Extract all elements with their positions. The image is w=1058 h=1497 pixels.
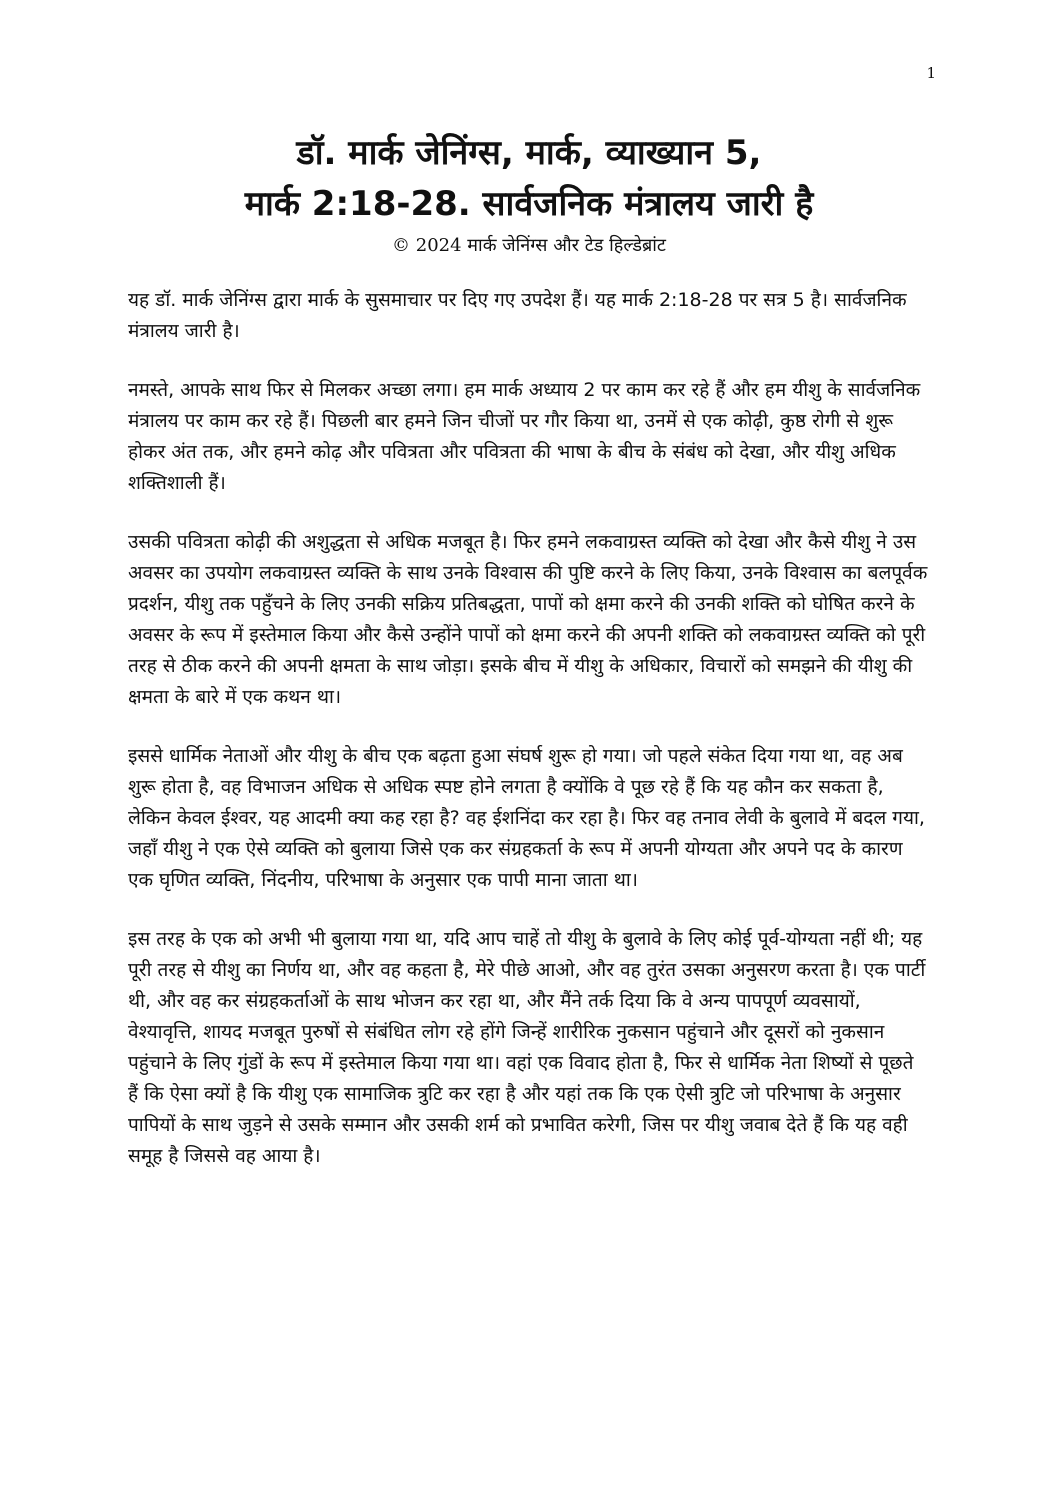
paragraph-5: इस तरह के एक को अभी भी बुलाया गया था, यदि आप चाहें तो यीशु के बुलावे के लिए कोई पूर्व-योग्यता नहीं थी; यह पूरी तरह से यीशु का निर्णय था, और वह कहता है, मेरे पीछे आओ, और वह तुरंत उसका अनुसरण करता है। एक पार्टी थी, और वह कर संग्रहकर्ताओं के साथ भोजन कर रहा था, और मैंने तर्क दिया कि वे अन्य पापपूर्ण व्यवसायों, वेश्यावृत्ति, शायद मजबूत पुरुषों से संबंधित लोग रहे होंगे जिन्हें शारीरिक नुकसान पहुंचाने और दूसरों को नुकसान पहुंचाने के लिए गुंडों के रूप में इस्तेमाल किया गया था। वहां एक विवाद होता है, फिर से धार्मिक नेता शिष्यों से पूछते हैं कि ऐसा क्यों है कि यीशु एक सामाजिक त्रुटि कर रहा है और यहां तक कि एक ऐसी त्रुटि जो परिभाषा के अनुसार पापियों के साथ जुड़ने से उसके सम्मान और उसकी शर्म को प्रभावित करेगी, जिस पर यीशु जवाब देते हैं कि यह वही समूह है जिससे वह आया है। — [128, 928, 926, 1167]
paragraph-2: नमस्ते, आपके साथ फिर से मिलकर अच्छा लगा। हम मार्क अध्याय 2 पर काम कर रहे हैं और हम यीशु के सार्वजनिक मंत्रालय पर काम कर रहे हैं। पिछली बार हमने जिन चीजों पर गौर किया था, उनमें से एक कोढ़ी, कुष्ठ रोगी से शुरू होकर अंत तक, और हमने कोढ़ और पवित्रता और पवित्रता की भाषा के बीच के संबंध को देखा, और यीशु अधिक शक्तिशाली हैं। — [128, 379, 921, 494]
title-line-1: डॉ. मार्क जेनिंग्स, मार्क, व्याख्यान 5, — [296, 133, 762, 173]
page-number: 1 — [926, 64, 936, 82]
document-header — [100, 128, 958, 259]
document-body — [128, 285, 928, 1200]
paragraph-4: इससे धार्मिक नेताओं और यीशु के बीच एक बढ़ता हुआ संघर्ष शुरू हो गया। जो पहले संकेत दिया गया था, वह अब शुरू होता है, वह विभाजन अधिक से अधिक स्पष्ट होने लगता है क्योंकि वे पूछ रहे हैं कि यह कौन कर सकता है, लेकिन केवल ईश्वर, यह आदमी क्या कह रहा है? वह ईशनिंदा कर रहा है। फिर वह तनाव लेवी के बुलावे में बदल गया, जहाँ यीशु ने एक ऐसे व्यक्ति को बुलाया जिसे एक कर संग्रहकर्ता के रूप में अपनी योग्यता और अपने पद के कारण एक घृणित व्यक्ति, निंदनीय, परिभाषा के अनुसार एक पापी माना जाता था। — [128, 745, 925, 891]
title-line-2: मार्क 2:18-28. सार्वजनिक मंत्रालय जारी है — [244, 184, 814, 224]
paragraph-1: यह डॉ. मार्क जेनिंग्स द्वारा मार्क के सुसमाचार पर दिए गए उपदेश हैं। यह मार्क 2:18-28 पर सत्र 5 है। सार्वजनिक मंत्रालय जारी है। — [128, 289, 907, 342]
paragraph-3: उसकी पवित्रता कोढ़ी की अशुद्धता से अधिक मजबूत है। फिर हमने लकवाग्रस्त व्यक्ति को देखा और कैसे यीशु ने उस अवसर का उपयोग लकवाग्रस्त व्यक्ति के साथ उनके विश्वास की पुष्टि करने के लिए किया, उनके विश्वास का बलपूर्वक प्रदर्शन, यीशु तक पहुँचने के लिए उनकी सक्रिय प्रतिबद्धता, पापों को क्षमा करने की उनकी शक्ति को घोषित करने के अवसर के रूप में इस्तेमाल किया और कैसे उन्होंने पापों को क्षमा करने की अपनी शक्ति को लकवाग्रस्त व्यक्ति को पूरी तरह से ठीक करने की अपनी क्षमता के साथ जोड़ा। इसके बीच में यीशु के अधिकार, विचारों को समझने की यीशु की क्षमता के बारे में एक कथन था। — [128, 531, 928, 708]
copyright-line: © 2024 मार्क जेनिंग्स और टेड हिल्डेब्रांट — [392, 235, 666, 256]
document-title — [100, 128, 958, 230]
